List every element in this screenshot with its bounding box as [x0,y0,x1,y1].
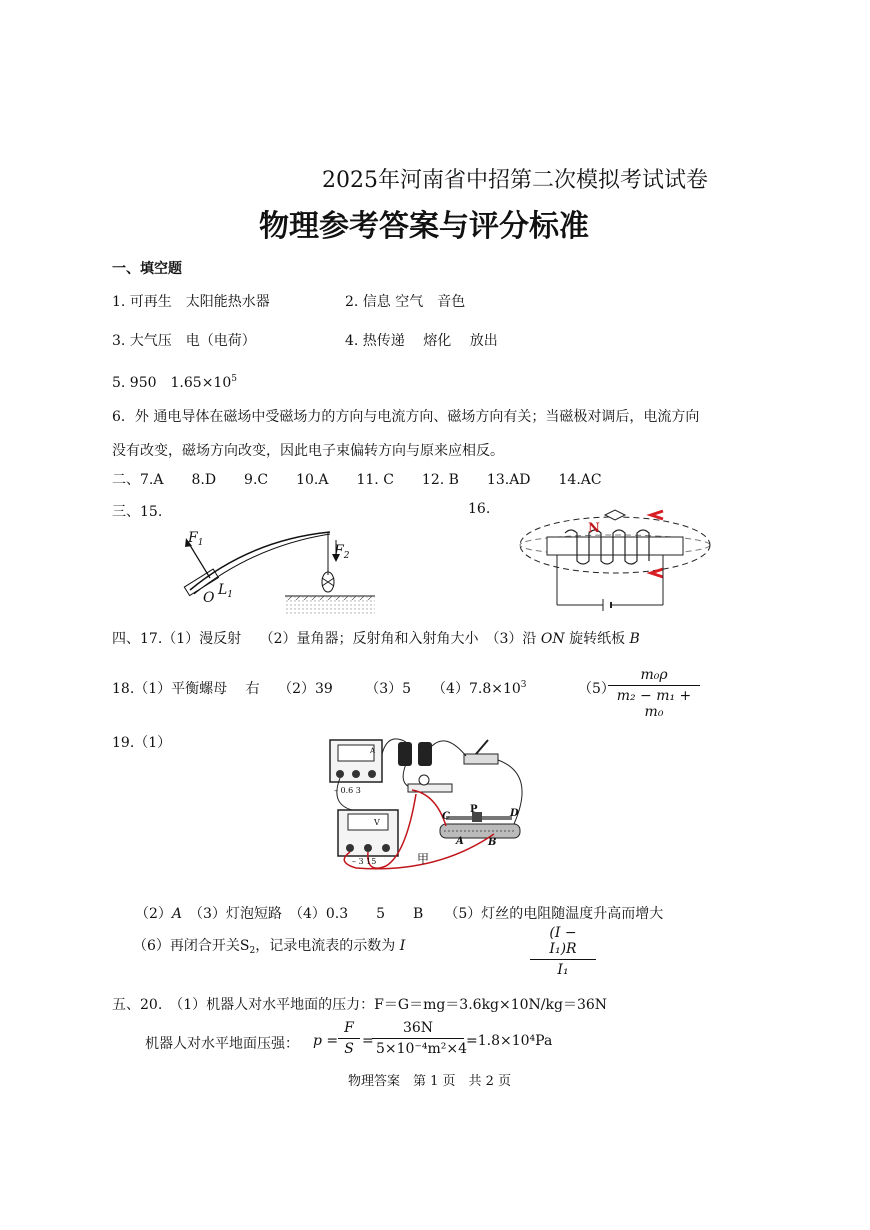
answer-q5: 5. 950 $1.65\times 10^5$ [112,374,237,391]
terminal-a-label: A [456,836,464,847]
force-f2-label: $F_2$ [334,543,350,561]
north-pole-label: N [588,521,600,536]
force-over-area-fraction: $\frac{F}{S}$ [338,1020,360,1057]
ammeter-terminal-labels: – 0.6 3 [334,786,361,795]
density-fraction: $\frac{\text{m₀ρ}}{\text{m₂ − m₁ + m₀}}$ [608,667,700,720]
terminal-b-label: B [488,837,497,848]
answer-q19-1-label: 19.（1） [112,735,172,751]
figure-caption-jia: 甲 [417,852,430,866]
pressure-symbol: p = [313,1033,339,1049]
pressure-value-fraction: $\frac{36N}{\text{5×10⁻⁴m²×4}}$ [372,1020,464,1057]
section-fill-blank-heading: 一、填空题 [112,261,182,277]
answer-q18-5-label: （5） [578,681,615,697]
force-f1-label: $F_1$ [188,530,204,548]
answer-q19-6: （6）再闭合开关$S_2$，记录电流表的示数为 I [133,938,406,956]
terminal-c-label: C [442,811,450,822]
answer-title: 物理参考答案与评分标准 [259,209,589,244]
slider-p-label: P [470,804,478,815]
answer-q6-line1: 6．外 通电导体在磁场中受磁场力的方向与电流方向、磁场方向有关；当磁极对调后，电流方向 [112,409,700,425]
answer-q4: 4. 热传递 熔化 放出 [345,333,498,349]
ammeter-symbol: A [370,747,376,755]
solenoid-figure [515,505,715,615]
answer-q19-2-5: （2）A （3）灯泡短路 （4）0.3 5 B （5）灯丝的电阻随温度升高而增大 [135,906,664,922]
pressure-result: =1.8×10⁴Pa [466,1033,553,1049]
resistance-fraction: $\frac{\text{(I − I₁)R}}{\text{I₁}}$ [530,925,596,978]
answer-q1: 1. 可再生 太阳能热水器 [112,294,270,310]
page-footer: 物理答案 第 1 页 共 2 页 [348,1074,512,1089]
answer-q18: 18.（1）平衡螺母 右 （2）39 （3）5 $(4)7.8\times 10^3$ [112,680,527,697]
answer-q16-label: 16. [468,501,491,517]
arm-l1-label: $L_1$ [218,582,234,600]
voltmeter-terminal-labels: – 3 15 [352,857,377,866]
equals-sign: = [362,1033,374,1049]
answer-q15-label: 三、15. [112,504,163,520]
answer-q6-line2: 没有改变，磁场方向改变，因此电子束偏转方向与原来应相反。 [112,443,504,459]
answer-q20-force: 五、20. （1）机器人对水平地面的压力：F＝G＝mg＝3.6kg×10N/kg＝36N [112,997,608,1013]
answer-q2: 2. 信息 空气 音色 [345,294,466,310]
pivot-o-label: O [203,590,215,606]
answer-q20-pressure-label: 机器人对水平地面压强： [145,1036,299,1052]
answer-q3: 3. 大气压 电（电荷） [112,333,256,349]
exam-title: 2025年河南省中招第二次模拟考试试卷 [322,168,708,193]
answer-q17: 四、17.（1）漫反射 （2）量角器；反射角和入射角大小 （3）沿 ON 旋转纸板 B [112,631,640,647]
answer-choice-line: 二、7.A 8.D 9.C 10.A 11. C 12. B 13.AD 14.AC [112,472,602,488]
voltmeter-symbol: V [374,818,380,827]
terminal-d-label: D [510,808,519,819]
